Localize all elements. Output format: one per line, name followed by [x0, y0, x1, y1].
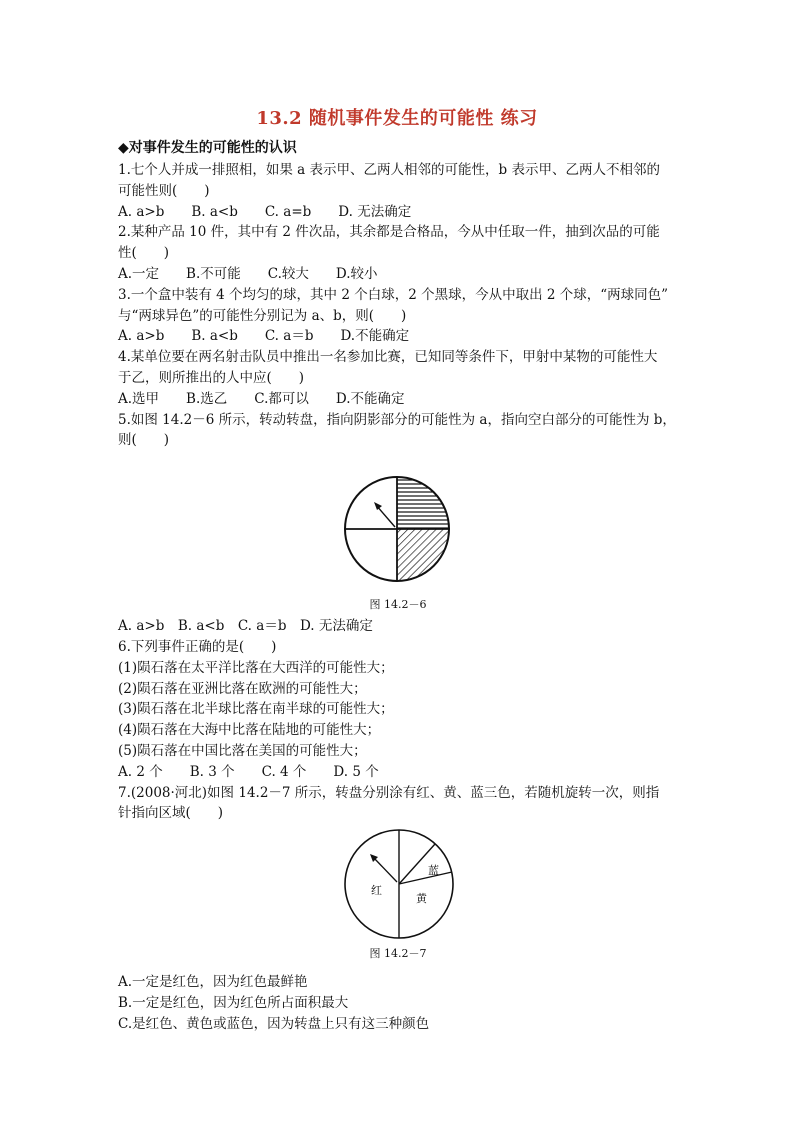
question-1-line-2: 可能性则( )	[118, 182, 210, 199]
question-7-option-c: C.是红色、黄色或蓝色，因为转盘上只有这三种颜色	[118, 1015, 430, 1032]
question-7-option-a: A.一定是红色，因为红色最鲜艳	[118, 974, 308, 991]
question-6-item-5: (5)陨石落在中国比落在美国的可能性大；	[118, 742, 367, 759]
figure-14-2-6	[118, 451, 678, 616]
question-1-options: A. a>b B. a<b C. a=b D. 无法确定	[118, 203, 412, 220]
worksheet-content	[118, 138, 678, 1035]
question-7-option-b: B.一定是红色，因为红色所占面积最大	[118, 994, 349, 1011]
figure-14-2-6-caption: 图 14.2－6	[369, 598, 427, 612]
question-6-item-4: (4)陨石落在大海中比落在陆地的可能性大；	[118, 722, 381, 739]
question-4-line-1: 4.某单位要在两名射击队员中推出一名参加比赛，已知同等条件下，甲射中某物的可能性大	[118, 349, 658, 366]
question-7-line-2: 针指向区域( )	[118, 805, 224, 822]
question-7-line-1: 7.(2008·河北)如图 14.2－7 所示，转盘分别涂有红、黄、蓝三色，若随机旋转一次，则指	[118, 784, 660, 801]
question-5-line-2: 则( )	[118, 432, 170, 449]
question-6-item-3: (3)陨石落在北半球比落在南半球的可能性大；	[118, 701, 394, 718]
question-2-options: A.一定 B.不可能 C.较大 D.较小	[118, 265, 378, 282]
region-label-yellow: 黄	[416, 892, 427, 906]
question-5-options: A. a>b B. a<b C. a＝b D. 无法确定	[118, 618, 373, 635]
question-2-line-2: 性( )	[118, 245, 170, 262]
question-4-options: A.选甲 B.选乙 C.都可以 D.不能确定	[118, 390, 405, 407]
question-1-line-1: 1.七个人并成一排照相，如果 a 表示甲、乙两人相邻的可能性，b 表示甲、乙两人不相邻的	[118, 162, 660, 178]
question-5-line-1: 5.如图 14.2－6 所示，转动转盘，指向阴影部分的可能性为 a，指向空白部分的可能性为 b，	[118, 411, 676, 428]
question-6-options: A. 2 个 B. 3 个 C. 4 个 D. 5 个	[118, 763, 379, 780]
divider-right	[399, 872, 452, 884]
question-3-options: A. a>b B. a<b C. a＝b D.不能确定	[118, 328, 410, 345]
figure-14-2-7	[118, 824, 678, 972]
question-3-line-1: 3.一个盒中装有 4 个均匀的球，其中 2 个白球，2 个黑球，今从中取出 2 个球，“两球同色”	[118, 286, 669, 303]
question-2-line-1: 2.某种产品 10 件，其中有 2 件次品，其余都是合格品，今从中任取一件，抽到次品的可能	[118, 224, 660, 241]
section-heading: ◆对事件发生的可能性的认识	[118, 140, 297, 156]
page-title: 13.2 随机事件发生的可能性 练习	[256, 108, 538, 129]
spinner-diagram-colors	[118, 824, 678, 944]
figure-14-2-7-caption: 图 14.2－7	[369, 947, 427, 961]
question-6-item-1: (1)陨石落在太平洋比落在大西洋的可能性大；	[118, 659, 394, 676]
question-4-line-2: 于乙，则所推出的人中应( )	[118, 369, 305, 386]
pointer-arrow-head-icon	[374, 502, 382, 510]
region-label-red: 红	[371, 884, 382, 898]
question-3-line-2: 与“两球异色”的可能性分别记为 a、b，则( )	[118, 307, 407, 324]
question-6-stem: 6.下列事件正确的是( )	[118, 638, 277, 655]
spinner-diagram-shaded	[118, 451, 678, 591]
region-label-blue: 蓝	[428, 864, 439, 878]
pointer-arrow-icon	[373, 857, 397, 882]
question-6-item-2: (2)陨石落在亚洲比落在欧洲的可能性大；	[118, 680, 367, 697]
